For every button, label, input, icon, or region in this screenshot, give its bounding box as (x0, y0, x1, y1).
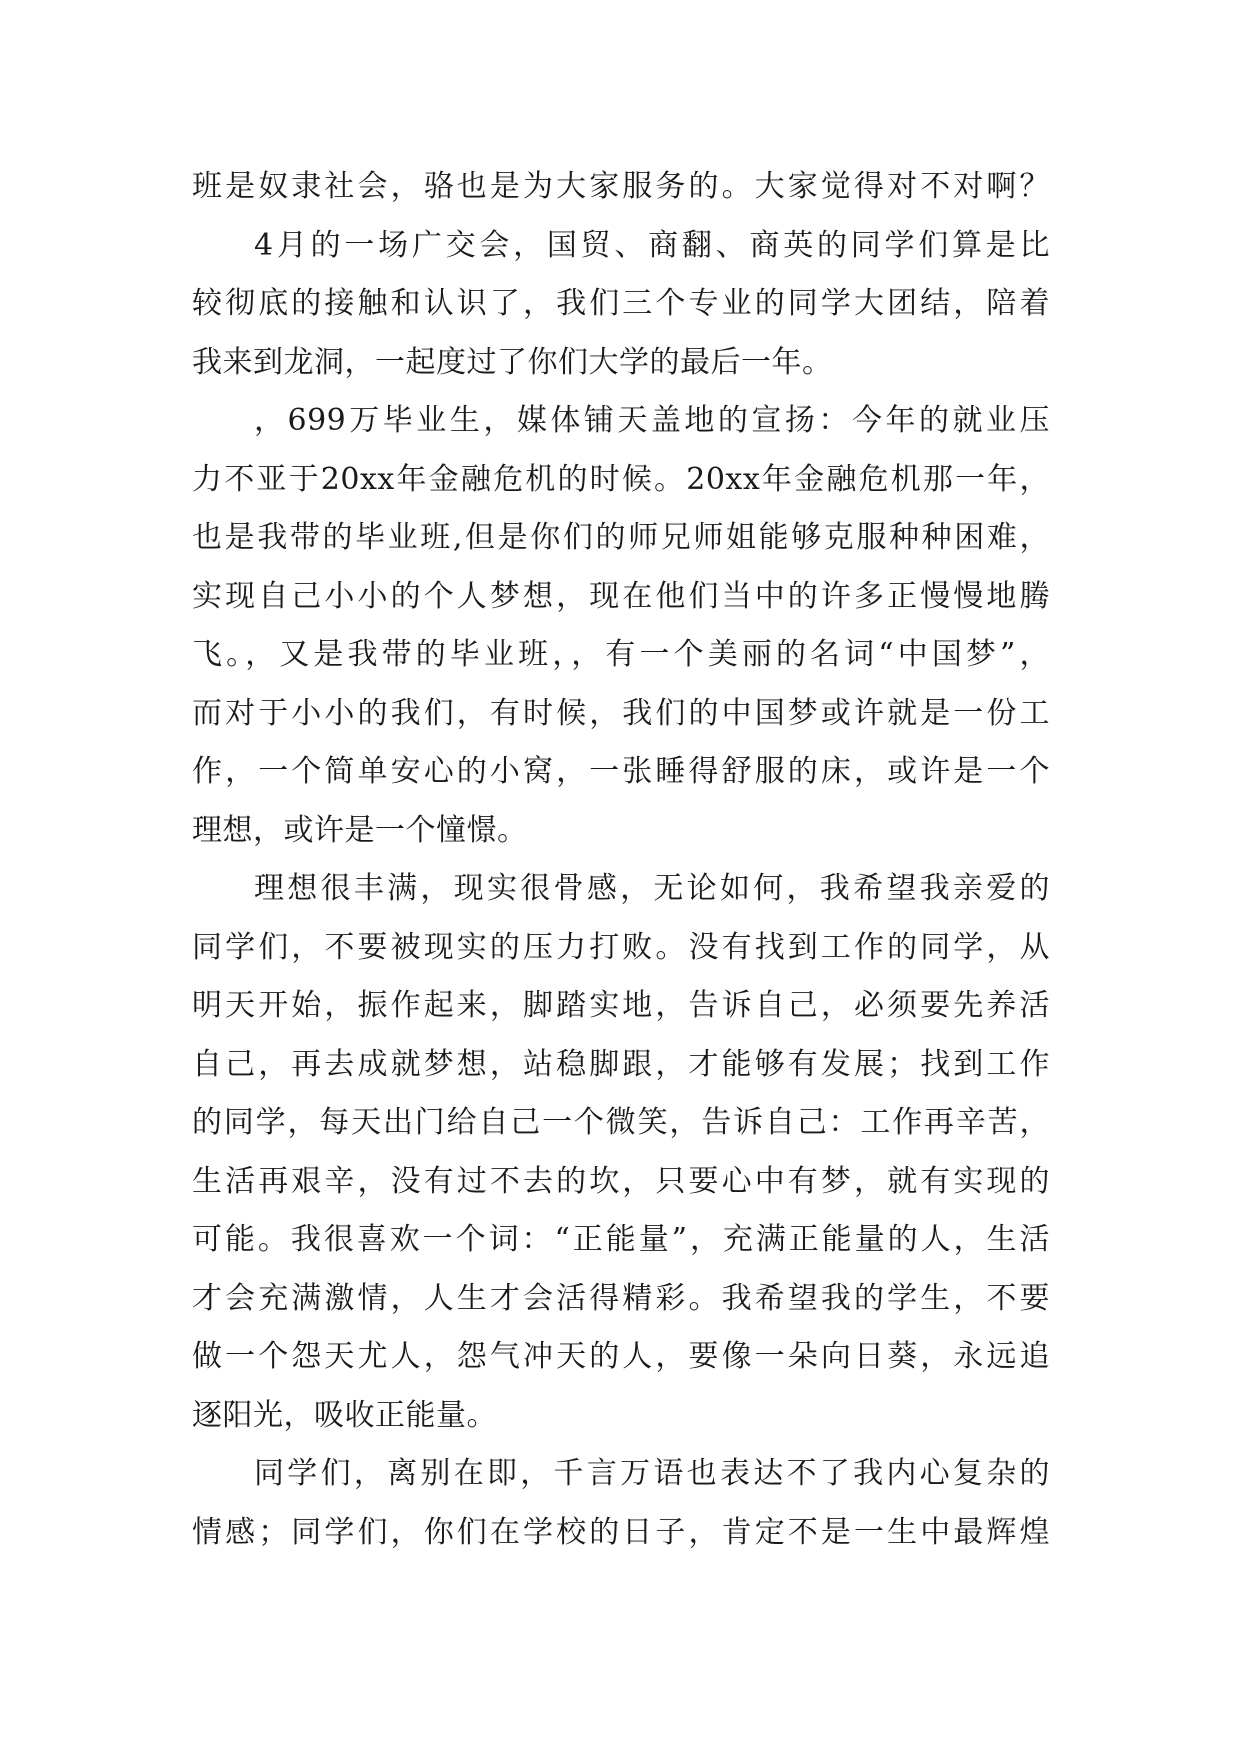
text-line: 理想，或许是一个憧憬。 (192, 812, 528, 848)
text-line: 飞。，又是我带的毕业班，，有一个美丽的名词“中国梦”， (192, 637, 1050, 672)
text-line: 自己，再去成就梦想，站稳脚跟，才能够有发展；找到工作 (192, 1046, 1050, 1082)
text-line: 情感；同学们，你们在学校的日子，肯定不是一生中最辉煌 (192, 1514, 1050, 1550)
text-line: 同学们，不要被现实的压力打败。没有找到工作的同学，从 (192, 929, 1050, 965)
text-line: ，699万毕业生，媒体铺天盖地的宣扬：今年的就业压 (254, 403, 1050, 438)
text-line: 班是奴隶社会，骆也是为大家服务的。大家觉得对不对啊？ (192, 169, 1050, 204)
text-line: 才会充满激情，人生才会活得精彩。我希望我的学生，不要 (192, 1280, 1050, 1316)
text-line: 也是我带的毕业班,但是你们的师兄师姐能够克服种种困难， (192, 520, 1050, 555)
text-line: 做一个怨天尤人，怨气冲天的人，要像一朵向日葵，永远追 (192, 1339, 1050, 1374)
text-line: 可能。我很喜欢一个词：“正能量”，充满正能量的人，生活 (192, 1222, 1050, 1257)
text-line: 作，一个简单安心的小窝，一张睡得舒服的床，或许是一个 (192, 754, 1050, 789)
text-line: 4月的一场广交会，国贸、商翻、商英的同学们算是比 (254, 227, 1050, 263)
text-line: 较彻底的接触和认识了，我们三个专业的同学大团结，陪着 (192, 286, 1050, 321)
text-line: 力不亚于20xx年金融危机的时候。20xx年金融危机那一年， (192, 461, 1050, 497)
text-line: 的同学，每天出门给自己一个微笑，告诉自己：工作再辛苦， (192, 1105, 1050, 1140)
document-body (192, 158, 1050, 1562)
text-line: 同学们，离别在即，千言万语也表达不了我内心复杂的 (254, 1456, 1050, 1491)
text-line: 而对于小小的我们，有时候，我们的中国梦或许就是一份工 (192, 695, 1050, 731)
text-line: 生活再艰辛，没有过不去的坎，只要心中有梦，就有实现的 (192, 1163, 1050, 1199)
text-line: 理想很丰满，现实很骨感，无论如何，我希望我亲爱的 (254, 871, 1050, 906)
text-line: 实现自己小小的个人梦想，现在他们当中的许多正慢慢地腾 (192, 578, 1050, 614)
text-line: 逐阳光，吸收正能量。 (192, 1397, 497, 1433)
text-line: 明天开始，振作起来，脚踏实地，告诉自己，必须要先养活 (192, 988, 1050, 1023)
text-line: 我来到龙洞，一起度过了你们大学的最后一年。 (192, 344, 833, 380)
